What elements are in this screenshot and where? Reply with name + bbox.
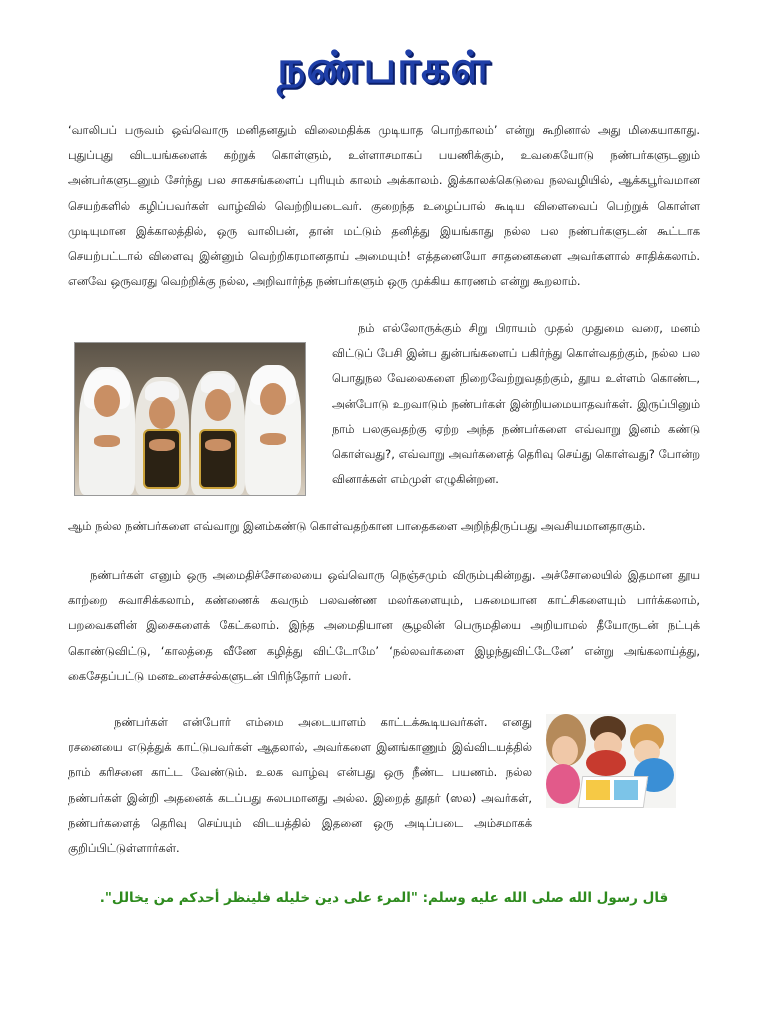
children-praying-photo bbox=[74, 342, 306, 496]
paragraph-friends-identity: நண்பர்கள் என்போர் எம்மை அடையாளம் காட்டக்கூடியவர்கள். எனது ரசனையை எடுத்துக் காட்டுபவர்கள் ஆதலால், அவர்களை இனங்காணும் இவ்விடயத்தில் நாம் கரிசனை காட்ட வேண்டும். உலக வாழ்வு என்பது ஒரு நீண்ட பயணம். நல்ல நண்பர்கள் இன்றி அதனைக் கடப்பது சுலபமானது அல்ல. இறைத் தூதர் (ஸல) அவர்கள், நண்பர்களைத் தெரிவு செய்யும் விடயத்தில் இதனை ஒரு அடிப்படை அம்சமாகக் குறிப்பிட்டுள்ளார்கள். bbox=[68, 715, 532, 856]
child-figure bbox=[245, 365, 301, 495]
paragraph-finding-friends: ஆம் நல்ல நண்பர்களை எவ்வாறு இனம்கண்டு கொள்வதற்கான பாதைகளை அறிந்திருப்பது அவசியமானதாகும். bbox=[68, 519, 646, 533]
child-figure bbox=[135, 377, 189, 495]
paragraph-intro: ‘வாலிபப் பருவம் ஒவ்வொரு மனிதனதும் விலைமதிக்க முடியாத பொற்காலம்’ என்று கூறினால் அது மிகையாகாது. புதுப்புது விடயங்களைக் கற்றுக் கொள்ளும், உள்ளாசமாகப் பயணிக்கும், உவகையோடு நண்பர்களுடனும் அன்பர்களுடனும் சேர்ந்து பல சாகசங்களைப் புரியும் காலம் அக்காலம். இக்காலக்கெடுவை நலவழியில், ஆக்கபூர்வமான செயற்களில் கழிப்பவர்கள் வாழ்வில் வெற்றியடைவர். குறைந்த உழைப்பால் கூடிய விளைவைப் பெற்றுக் கொள்ள முடியுமான இக்காலத்தில், ஒரு வாலிபன், தான் மட்டும் தனித்து இயங்காது நல்ல பல நண்பர்களுடன் கூட்டாக செயற்பட்டால் விளைவு இன்னும் வெற்றிகரமானதாய் அமையும்! எத்தனையோ சாதனைகளை அவர்களால் சாதிக்கலாம். எனவே ஒருவரது வெற்றிக்கு நல்ல, அறிவார்ந்த நண்பர்களும் ஒரு முக்கிய காரணம் என்று கூறலாம். bbox=[68, 123, 700, 289]
paragraph-friendship-value: நம் எல்லோருக்கும் சிறு பிராயம் முதல் முதுமை வரை, மனம் விட்டுப் பேசி இன்ப துன்பங்களைப் பகிர்ந்து கொள்வதற்கும், நல்ல பல பொதுநல வேலைகளை நிறைவேற்றுவதற்கும், தூய உள்ளம் கொண்ட, அன்போடு உறவாடும் நண்பர்கள் இன்றியமையாதவர்கள். இருப்பினும் நாம் பலகுவதற்கு ஏற்ற அந்த நண்பர்களை எவ்வாறு இனம் கண்டு கொள்வது?, எவ்வாறு அவர்களைத் தெரிவு செய்து கொள்வது? போன்ற வினாக்கள் எம்முள் எழுகின்றன. bbox=[332, 321, 700, 487]
page-title: நண்பர்கள் bbox=[277, 42, 491, 93]
children-reading-photo bbox=[546, 714, 676, 808]
child-figure bbox=[79, 367, 135, 495]
arabic-hadith-quote: قال رسول الله صلى الله عليه وسلم: "المرء على دين خليله فلينظر أحدكم من يخالل". bbox=[99, 890, 669, 906]
paragraph-garden-metaphor: நண்பர்கள் எனும் ஒரு அமைதிச்சோலையை ஒவ்வொரு நெஞ்சமும் விரும்புகின்றது. அச்சோலையில் இதமான தூய காற்றை சுவாசிக்கலாம், கண்ணைக் கவரும் பலவண்ண மலர்களையும், பசுமையான காட்சிகளையும் பார்க்கலாம், பறவைகளின் இசைகளைக் கேட்கலாம். இந்த அமைதியான சூழலின் பெருமதியை அறியாமல் தீயோருடன் நட்புக் கொண்டுவிட்டு, ‘காலத்தை வீணே கழித்து விட்டோமே’ ‘நல்லவர்களை இழந்துவிட்டேனே’ என்று அங்கலாய்த்து, கைசேதப்பட்டு மனஉளைச்சல்களுடன் பிரிந்தோர் பலர். bbox=[68, 568, 700, 683]
child-figure bbox=[191, 371, 245, 495]
